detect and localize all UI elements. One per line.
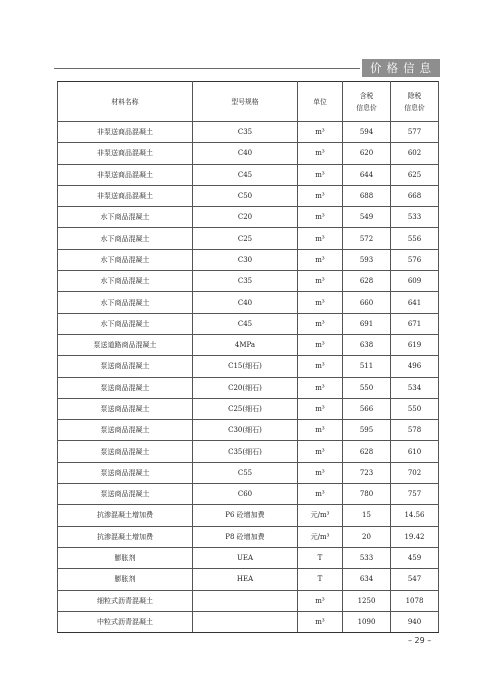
tax-incl-price-cell: 780 bbox=[343, 484, 391, 505]
tax-incl-price-cell: 628 bbox=[343, 441, 391, 462]
tax-excl-price-cell: 578 bbox=[391, 420, 439, 441]
tax-incl-price-cell: 533 bbox=[343, 547, 391, 568]
header-row bbox=[58, 82, 439, 122]
tax-incl-price-cell: 620 bbox=[343, 143, 391, 164]
column-header-line1: 除税 bbox=[407, 91, 422, 100]
tax-excl-price-cell: 550 bbox=[391, 398, 439, 419]
material-name-cell: 非泵送商品混凝土 bbox=[58, 143, 193, 164]
tax-excl-price-cell: 534 bbox=[391, 377, 439, 398]
price-table-header bbox=[58, 82, 439, 122]
tax-incl-price-cell: 638 bbox=[343, 334, 391, 355]
tax-excl-price-cell: 610 bbox=[391, 441, 439, 462]
column-header-line2: 信息价 bbox=[404, 103, 425, 112]
tax-incl-price-cell: 15 bbox=[343, 505, 391, 526]
table-row bbox=[58, 207, 439, 228]
spec-cell bbox=[193, 590, 298, 611]
table-row bbox=[58, 185, 439, 206]
unit-cell: m³ bbox=[298, 334, 343, 355]
spec-cell: C45 bbox=[193, 164, 298, 185]
tax-excl-price-cell: 533 bbox=[391, 207, 439, 228]
unit-cell: m³ bbox=[298, 441, 343, 462]
spec-cell: P8 砼增加费 bbox=[193, 526, 298, 547]
page-number: – 29 – bbox=[408, 636, 432, 645]
tax-excl-price-cell: 940 bbox=[391, 611, 439, 632]
tax-excl-price-cell: 625 bbox=[391, 164, 439, 185]
material-name-cell: 水下商品混凝土 bbox=[58, 292, 193, 313]
tax-incl-price-cell: 549 bbox=[343, 207, 391, 228]
tax-excl-price-cell: 757 bbox=[391, 484, 439, 505]
unit-cell: m³ bbox=[298, 420, 343, 441]
table-row bbox=[58, 441, 439, 462]
spec-cell: C30 bbox=[193, 249, 298, 270]
table-row bbox=[58, 590, 439, 611]
spec-cell: C35(细石) bbox=[193, 441, 298, 462]
unit-cell: m³ bbox=[298, 207, 343, 228]
spec-cell: C25 bbox=[193, 228, 298, 249]
material-name-cell: 泵送商品混凝土 bbox=[58, 420, 193, 441]
table-row bbox=[58, 356, 439, 377]
material-name-cell: 水下商品混凝土 bbox=[58, 249, 193, 270]
header-rule bbox=[54, 68, 360, 69]
tax-excl-price-cell: 609 bbox=[391, 271, 439, 292]
spec-cell: P6 砼增加费 bbox=[193, 505, 298, 526]
unit-cell: m³ bbox=[298, 611, 343, 632]
spec-cell: C60 bbox=[193, 484, 298, 505]
table-row bbox=[58, 143, 439, 164]
column-header-line1: 含税 bbox=[359, 91, 374, 100]
tax-excl-price-cell: 459 bbox=[391, 547, 439, 568]
unit-cell: 元/m³ bbox=[298, 505, 343, 526]
unit-cell: m³ bbox=[298, 292, 343, 313]
table-row bbox=[58, 505, 439, 526]
table-row bbox=[58, 292, 439, 313]
table-row bbox=[58, 611, 439, 632]
section-title-badge bbox=[362, 59, 440, 77]
column-header-line1: 型号规格 bbox=[231, 97, 259, 106]
column-header-spec bbox=[193, 82, 298, 122]
spec-cell: C15(细石) bbox=[193, 356, 298, 377]
column-header-tax-incl-price bbox=[343, 82, 391, 122]
unit-cell: m³ bbox=[298, 143, 343, 164]
tax-excl-price-cell: 547 bbox=[391, 569, 439, 590]
material-name-cell: 膨胀剂 bbox=[58, 569, 193, 590]
tax-excl-price-cell: 641 bbox=[391, 292, 439, 313]
unit-cell: m³ bbox=[298, 185, 343, 206]
section-title: 价格信息 bbox=[370, 61, 436, 75]
unit-cell: m³ bbox=[298, 590, 343, 611]
tax-incl-price-cell: 628 bbox=[343, 271, 391, 292]
price-table-body bbox=[58, 122, 439, 633]
tax-incl-price-cell: 634 bbox=[343, 569, 391, 590]
column-header-line2: 信息价 bbox=[356, 103, 377, 112]
column-header-unit bbox=[298, 82, 343, 122]
unit-cell: m³ bbox=[298, 164, 343, 185]
table-row bbox=[58, 271, 439, 292]
material-name-cell: 非泵送商品混凝土 bbox=[58, 164, 193, 185]
table-row bbox=[58, 334, 439, 355]
tax-incl-price-cell: 1250 bbox=[343, 590, 391, 611]
column-header-tax-excl-price bbox=[391, 82, 439, 122]
tax-excl-price-cell: 556 bbox=[391, 228, 439, 249]
tax-incl-price-cell: 594 bbox=[343, 122, 391, 143]
unit-cell: T bbox=[298, 569, 343, 590]
price-table bbox=[57, 81, 439, 633]
spec-cell: C35 bbox=[193, 122, 298, 143]
tax-incl-price-cell: 1090 bbox=[343, 611, 391, 632]
tax-incl-price-cell: 593 bbox=[343, 249, 391, 270]
table-row bbox=[58, 313, 439, 334]
unit-cell: m³ bbox=[298, 377, 343, 398]
material-name-cell: 水下商品混凝土 bbox=[58, 313, 193, 334]
tax-excl-price-cell: 14.56 bbox=[391, 505, 439, 526]
tax-excl-price-cell: 671 bbox=[391, 313, 439, 334]
unit-cell: m³ bbox=[298, 249, 343, 270]
table-row bbox=[58, 420, 439, 441]
spec-cell: C45 bbox=[193, 313, 298, 334]
material-name-cell: 泵送商品混凝土 bbox=[58, 441, 193, 462]
spec-cell: C40 bbox=[193, 143, 298, 164]
unit-cell: m³ bbox=[298, 122, 343, 143]
table-row bbox=[58, 569, 439, 590]
table-row bbox=[58, 526, 439, 547]
table-row bbox=[58, 249, 439, 270]
material-name-cell: 泵送商品混凝土 bbox=[58, 398, 193, 419]
tax-incl-price-cell: 550 bbox=[343, 377, 391, 398]
tax-incl-price-cell: 644 bbox=[343, 164, 391, 185]
material-name-cell: 细粒式沥青混凝土 bbox=[58, 590, 193, 611]
tax-excl-price-cell: 602 bbox=[391, 143, 439, 164]
tax-excl-price-cell: 19.42 bbox=[391, 526, 439, 547]
table-row bbox=[58, 377, 439, 398]
tax-excl-price-cell: 1078 bbox=[391, 590, 439, 611]
tax-incl-price-cell: 723 bbox=[343, 462, 391, 483]
material-name-cell: 水下商品混凝土 bbox=[58, 207, 193, 228]
spec-cell: C40 bbox=[193, 292, 298, 313]
material-name-cell: 中粒式沥青混凝土 bbox=[58, 611, 193, 632]
table-row bbox=[58, 484, 439, 505]
unit-cell: T bbox=[298, 547, 343, 568]
tax-incl-price-cell: 595 bbox=[343, 420, 391, 441]
table-row bbox=[58, 462, 439, 483]
material-name-cell: 泵送商品混凝土 bbox=[58, 484, 193, 505]
unit-cell: m³ bbox=[298, 462, 343, 483]
unit-cell: m³ bbox=[298, 356, 343, 377]
material-name-cell: 非泵送商品混凝土 bbox=[58, 122, 193, 143]
tax-excl-price-cell: 702 bbox=[391, 462, 439, 483]
tax-incl-price-cell: 660 bbox=[343, 292, 391, 313]
spec-cell: C30(细石) bbox=[193, 420, 298, 441]
unit-cell: m³ bbox=[298, 398, 343, 419]
tax-excl-price-cell: 619 bbox=[391, 334, 439, 355]
material-name-cell: 膨胀剂 bbox=[58, 547, 193, 568]
material-name-cell: 水下商品混凝土 bbox=[58, 271, 193, 292]
column-header-line1: 单位 bbox=[313, 97, 327, 106]
spec-cell: C20 bbox=[193, 207, 298, 228]
column-header-material-name bbox=[58, 82, 193, 122]
spec-cell: 4MPa bbox=[193, 334, 298, 355]
spec-cell bbox=[193, 611, 298, 632]
material-name-cell: 水下商品混凝土 bbox=[58, 228, 193, 249]
spec-cell: C35 bbox=[193, 271, 298, 292]
column-header-line1: 材料名称 bbox=[111, 97, 139, 106]
spec-cell: C50 bbox=[193, 185, 298, 206]
spec-cell: C55 bbox=[193, 462, 298, 483]
unit-cell: 元/m³ bbox=[298, 526, 343, 547]
tax-incl-price-cell: 691 bbox=[343, 313, 391, 334]
tax-excl-price-cell: 496 bbox=[391, 356, 439, 377]
tax-incl-price-cell: 572 bbox=[343, 228, 391, 249]
table-row bbox=[58, 547, 439, 568]
spec-cell: C25(细石) bbox=[193, 398, 298, 419]
tax-excl-price-cell: 576 bbox=[391, 249, 439, 270]
table-row bbox=[58, 398, 439, 419]
table-row bbox=[58, 122, 439, 143]
table-row bbox=[58, 164, 439, 185]
material-name-cell: 抗渗混凝土增加费 bbox=[58, 526, 193, 547]
unit-cell: m³ bbox=[298, 313, 343, 334]
material-name-cell: 非泵送商品混凝土 bbox=[58, 185, 193, 206]
unit-cell: m³ bbox=[298, 484, 343, 505]
tax-incl-price-cell: 511 bbox=[343, 356, 391, 377]
tax-incl-price-cell: 566 bbox=[343, 398, 391, 419]
material-name-cell: 泵送商品混凝土 bbox=[58, 356, 193, 377]
material-name-cell: 泵送道路商品混凝土 bbox=[58, 334, 193, 355]
material-name-cell: 抗渗混凝土增加费 bbox=[58, 505, 193, 526]
material-name-cell: 泵送商品混凝土 bbox=[58, 377, 193, 398]
tax-incl-price-cell: 688 bbox=[343, 185, 391, 206]
spec-cell: C20(细石) bbox=[193, 377, 298, 398]
unit-cell: m³ bbox=[298, 228, 343, 249]
spec-cell: HEA bbox=[193, 569, 298, 590]
spec-cell: UEA bbox=[193, 547, 298, 568]
tax-excl-price-cell: 668 bbox=[391, 185, 439, 206]
unit-cell: m³ bbox=[298, 271, 343, 292]
tax-excl-price-cell: 577 bbox=[391, 122, 439, 143]
tax-incl-price-cell: 20 bbox=[343, 526, 391, 547]
table-row bbox=[58, 228, 439, 249]
material-name-cell: 泵送商品混凝土 bbox=[58, 462, 193, 483]
